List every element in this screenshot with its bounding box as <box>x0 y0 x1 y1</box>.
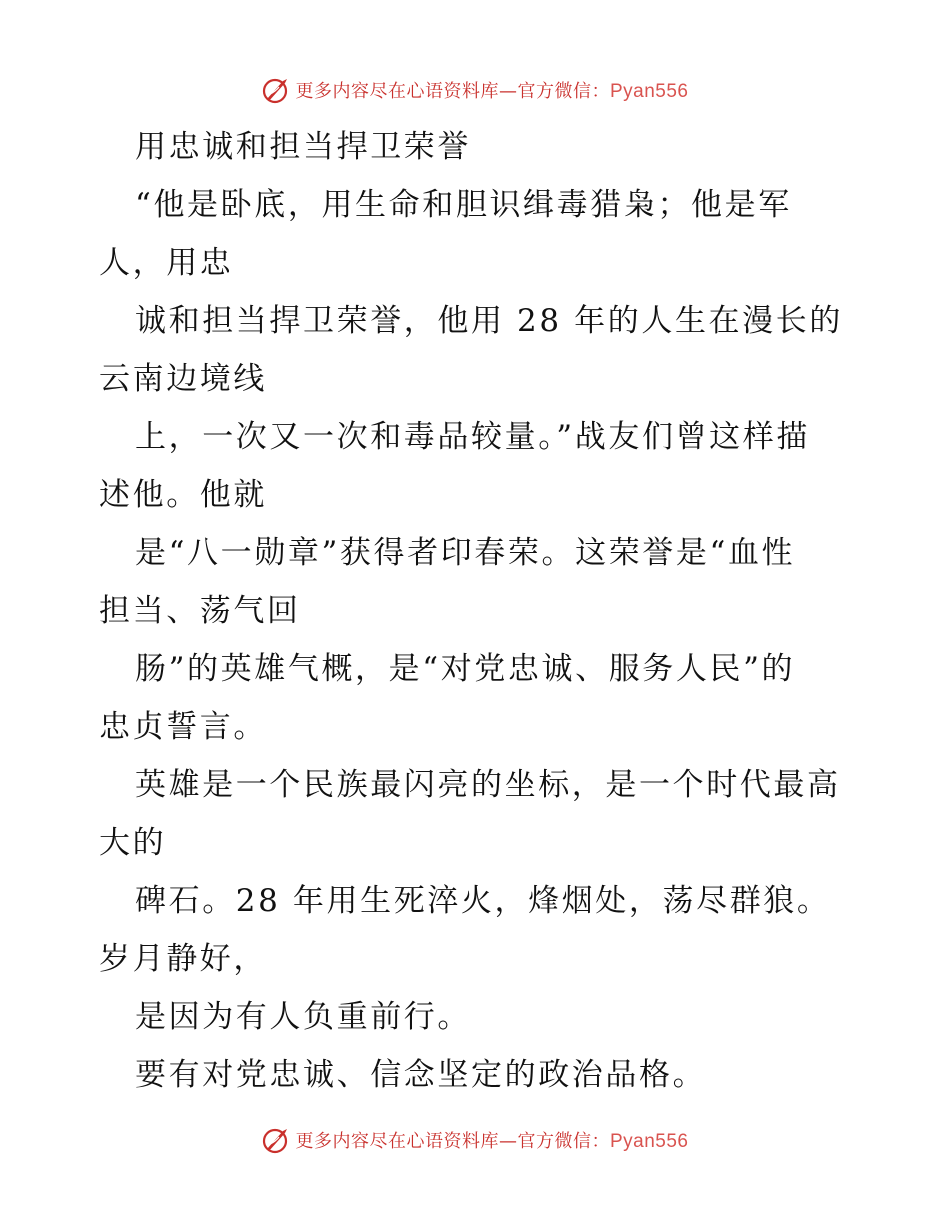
header-watermark <box>0 74 950 106</box>
document-line: 要有对党忠诚、信念坚定的政治品格。 <box>135 1057 707 1093</box>
watermark-separator: — <box>498 81 518 102</box>
quill-pen-logo-icon <box>261 75 291 105</box>
document-line: 是“八一勋章”获得者印春荣。这荣誉是“血性 <box>135 535 796 571</box>
document-line: “他是卧底，用生命和胆识缉毒猎枭；他是军 <box>135 187 792 223</box>
document-line: 肠”的英雄气概，是“对党忠诚、服务人民”的 <box>135 651 796 687</box>
document-body <box>99 118 859 1104</box>
watermark-text: 更多内容尽在心语资料库 <box>295 1131 499 1152</box>
watermark-text: 更多内容尽在心语资料库 <box>295 81 499 102</box>
document-line: 岁月静好， <box>99 941 267 977</box>
document-line: 用忠诚和担当捍卫荣誉 <box>135 129 471 165</box>
watermark-separator: — <box>498 1131 518 1152</box>
watermark-label: 官方微信： <box>517 81 610 102</box>
document-line: 述他。他就 <box>99 477 267 513</box>
document-line: 上，一次又一次和毒品较量。”战友们曾这样描 <box>135 419 810 455</box>
document-line: 人，用忠 <box>99 245 234 281</box>
document-line: 担当、荡气回 <box>99 593 301 629</box>
document-line: 是因为有人负重前行。 <box>135 999 471 1035</box>
document-line: 云南边境线 <box>99 361 267 397</box>
document-line: 英雄是一个民族最闪亮的坐标，是一个时代最高 <box>135 767 841 803</box>
document-line: 大的 <box>99 825 167 861</box>
watermark-label: 官方微信： <box>517 1131 610 1152</box>
document-line: 忠贞誓言。 <box>99 709 267 745</box>
watermark-account: Pyan556 <box>609 1131 689 1152</box>
footer-watermark <box>0 1124 950 1156</box>
document-line: 碑石。28 年用生死淬火，烽烟处，荡尽群狼。 <box>135 883 831 919</box>
quill-pen-logo-icon <box>261 1125 291 1155</box>
document-line: 诚和担当捍卫荣誉，他用 28 年的人生在漫长的 <box>135 303 843 339</box>
watermark-account: Pyan556 <box>609 81 689 102</box>
